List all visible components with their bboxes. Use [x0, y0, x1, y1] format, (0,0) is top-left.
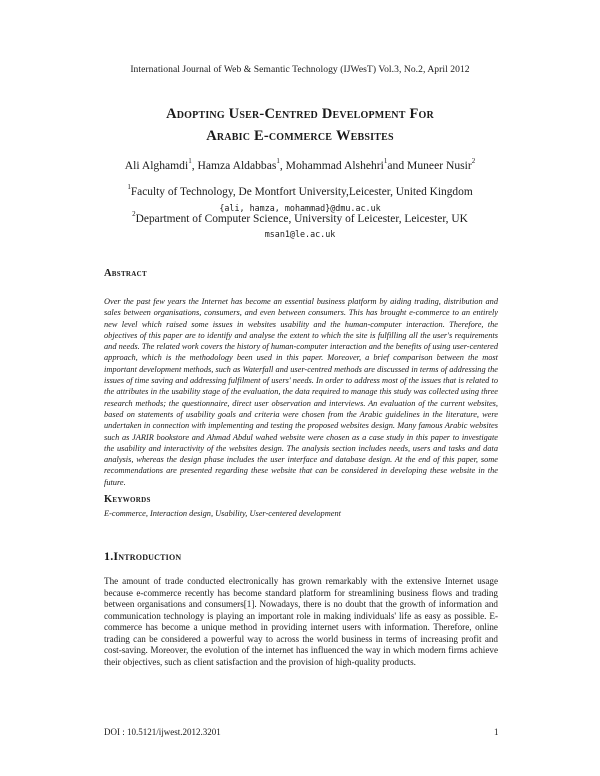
- author-name: Hamza Aldabbas: [197, 159, 277, 172]
- page-number: 1: [494, 727, 499, 737]
- author-name: Ali Alghamdi: [124, 159, 189, 172]
- title-line-1: Adopting User-Centred Development For: [166, 106, 434, 122]
- abstract-body: Over the past few years the Internet has become an essential business platform by aiding trading, distribution and sales between organisations, consumers, and even between consumers. This has brought e-commerce to an entirely new level which raised some issues in websites usability and the human-computer interaction. Therefore, the objectives of this paper are to identify and analyse the extent to which the site is fulfilling all the user's requirements and needs. The related work covers the history of human-computer interaction and the benefits of using user-centered approach, which is the methodology been used in this paper. Moreover, a brief comparison between the most important development methods, such as Waterfall and user-centred methods are discussed in terms of addressing the issues of time saving and addressing fulfilment of users' needs. In order to address most of the issues that is related to the attributes in the usability stage of the evaluation, the data required to manage this study was collected using three research methods; the questionnaire, direct user observation and interviews. An evaluation of the current websites, based on statements of usability goals and criteria were chosen from the Arabic guidelines in the literature, were undertaken in connection with implementing and testing the proposed websites design. Many famous Arabic websites such as JARIR bookstore and Ahmad Abdul wahed website were chosen as a case study in this paper to investigate the usability and interactivity of the websites design. The analysis section includes needs, users and tasks and data analysis, whereas the design phase includes the user interface and database design. At the end of this paper, some recommendations are presented regarding these website that can be considered in developing these website in the future.: [104, 297, 498, 487]
- journal-header: International Journal of Web & Semantic Technology (IJWesT) Vol.3, No.2, April 2012: [130, 64, 470, 75]
- affiliation-1-email: {ali, hamza, mohammad}@dmu.ac.uk: [219, 203, 381, 213]
- paper-title: [0, 103, 600, 147]
- introduction-heading: 1.Introduction: [104, 549, 182, 563]
- doi-footer: DOI : 10.5121/ijwest.2012.3201: [104, 727, 221, 737]
- affiliation-1: $^1$Faculty of Technology, De Montfort University,Leicester, United Kingdom: [127, 183, 473, 198]
- keywords-body: E-commerce, Interaction design, Usability, User-centered development: [104, 509, 341, 518]
- author-name: Mohammad Alshehri: [285, 159, 384, 172]
- affiliation-2: $^2$Department of Computer Science, University of Leicester, Leicester, UK: [132, 210, 468, 225]
- affiliation-2-email: msan1@le.ac.uk: [264, 229, 336, 239]
- title-line-2: Arabic E-commerce Websites: [206, 128, 394, 144]
- abstract-heading: Abstract: [104, 268, 147, 279]
- keywords-heading: Keywords: [104, 494, 151, 505]
- author-list: Ali Alghamdi$^1$, Hamza Aldabbas$^1$, Mohammad Alshehri$^1$and Muneer Nusir$^2$: [124, 157, 476, 172]
- author-name: Muneer Nusir: [407, 159, 472, 172]
- introduction-body: The amount of trade conducted electronically has grown remarkably with the extensive Internet usage because e-commerce recently has become standard platform for streamlining business flows and trading between organisations and consumers[1]. Nowadays, there is no doubt that the growth of information and communication technology is playing an important role in making individuals' life as easy as possible. E-commerce has become a unique method in providing internet users with information. Therefore, online trading can be considered a powerful way to across the world business in terms of increasing profit and cost-saving. Moreover, the evolution of the internet has influenced the way in which modern firms achieve their objectives, such as client satisfaction and the provision of high-quality products.: [104, 576, 498, 667]
